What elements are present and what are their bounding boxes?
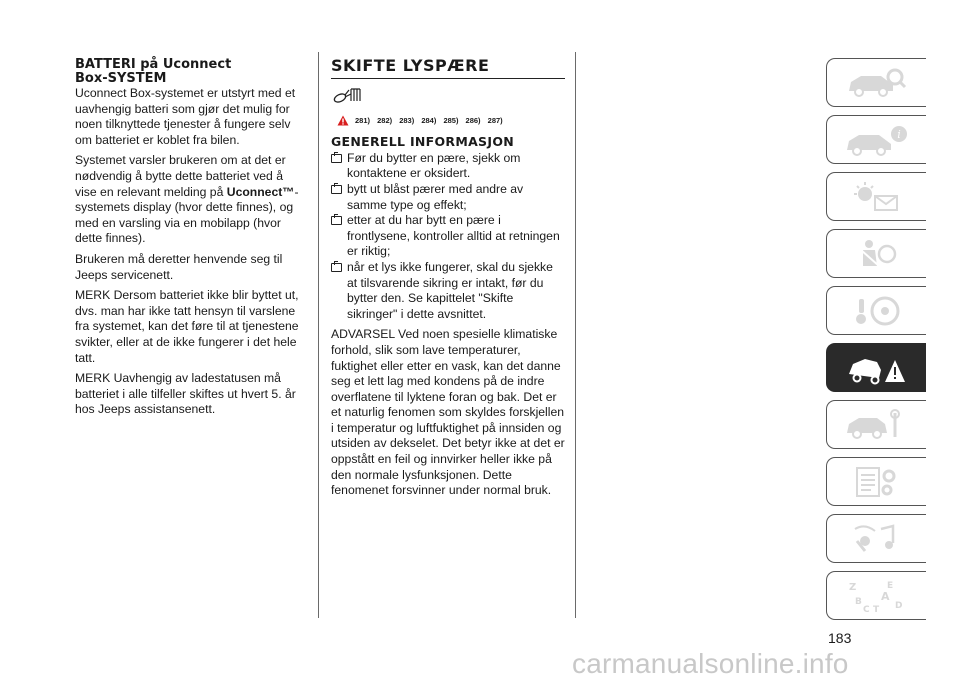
warning-triangle-icon (337, 115, 349, 126)
safety-airbag-icon (841, 236, 913, 272)
battery-paragraph-3: Brukeren må deretter henvende seg til Jeeps servicenett. (75, 251, 283, 282)
tab-starting-driving[interactable] (826, 286, 926, 335)
column-divider-left (318, 52, 319, 618)
svg-text:A: A (880, 589, 890, 603)
svg-text:T: T (872, 604, 879, 614)
tab-vehicle-overview[interactable] (826, 58, 926, 107)
tab-multimedia[interactable] (826, 514, 926, 563)
checkbox-bullet-icon (331, 185, 342, 194)
right-column (331, 58, 565, 504)
car-maintenance-icon (841, 407, 913, 443)
tab-safety[interactable] (826, 229, 926, 278)
battery-note-2: MERK Uavhengig av ladestatusen må batteriet i alle tilfeller skiftes ut hvert 5. år hos Jeeps assistansenett. (75, 371, 296, 417)
battery-p2-text-b: -systemets display (hvor dette finnes), og med en varsling via en mobilapp (hvor dette finnes). (75, 184, 299, 246)
svg-text:B: B (854, 596, 862, 607)
tab-emergency[interactable] (826, 343, 926, 392)
battery-heading-line1: BATTERI på Uconnect (75, 57, 232, 72)
advarsel-paragraph: ADVARSEL Ved noen spesielle klimatiske forhold, slik som lave temperaturer, fuktighet eller etter en vask, kan det danne seg et lett lag med kondens på de indre overflatene til lyktene foran og bak. Det er et naturlig fenomen som skyldes forskjellen i temperatur og luftfuktighet på innsiden og utsiden av dekselet. Det betyr ikke at det er oppstått en feil og innvirker heller ikke på den normale lysfunksjonen. Dette fenomenet forsvinner under normal bruk. (331, 327, 565, 498)
warning-ref: 286) (465, 115, 481, 125)
technical-data-icon (841, 464, 913, 500)
section-title: SKIFTE LYSPÆRE (331, 58, 565, 79)
list-item-text: bytt ut blåst pærer med andre av samme type og effekt; (347, 181, 524, 212)
list-item (331, 151, 565, 182)
list-item (331, 260, 565, 322)
tab-index[interactable] (826, 571, 926, 620)
chapter-tabs (826, 58, 928, 628)
svg-text:E: E (886, 580, 893, 591)
tab-servicing[interactable] (826, 400, 926, 449)
list-item-text: Før du bytter en pære, sjekk om kontaktene er oksidert. (347, 150, 521, 181)
warning-lights-icon (841, 179, 913, 215)
tab-technical-data[interactable] (826, 457, 926, 506)
general-info-heading: GENERELL INFORMASJON (331, 134, 515, 150)
checkbox-bullet-icon (331, 154, 342, 163)
multimedia-icon (841, 521, 913, 557)
battery-note-1: MERK Dersom batteriet ikke blir byttet ut, dvs. man har ikke tatt hensyn til varslene fra systemet, kan det føre til at tjenestene svikter, eller at de ikke fungerer i det hele tatt. (75, 288, 299, 365)
battery-p2-text-a: Systemet varsler brukeren om at det er nødvendig å bytte dette batteriet ved å vise en relevant melding på (75, 153, 286, 199)
warning-ref: 285) (443, 115, 459, 125)
warning-ref: 283) (399, 115, 415, 125)
uconnect-brand: Uconnect™ (226, 184, 295, 199)
svg-text:i: i (896, 127, 901, 141)
left-column (75, 58, 307, 423)
list-item-text: når et lys ikke fungerer, skal du sjekke at tilsvarende sikring er intakt, før du bytter den. Se kapittelet "Skifte sikringer" i dette avsnittet. (347, 259, 553, 321)
steering-wheel-icon (841, 293, 913, 329)
watermark: carmanualsonline.info (572, 648, 849, 679)
car-search-icon (841, 65, 913, 101)
battery-heading-line2: Box-SYSTEM (75, 71, 167, 86)
battery-heading (75, 58, 307, 86)
list-item-text: etter at du har bytt en pære i frontlysene, kontroller alltid at retningen er riktig; (347, 213, 560, 259)
warning-ref: 284) (421, 115, 437, 125)
warning-ref: 281) (355, 115, 371, 125)
checkbox-bullet-icon (331, 216, 342, 225)
warning-ref: 282) (377, 115, 393, 125)
car-info-icon (841, 122, 913, 158)
tab-warning-lights[interactable] (826, 172, 926, 221)
warning-ref: 287) (487, 115, 503, 125)
checkbox-bullet-icon (331, 263, 342, 272)
alphabetical-index-icon (841, 578, 913, 614)
svg-text:D: D (894, 600, 902, 611)
emergency-breakdown-icon (841, 350, 913, 386)
page-number: 183 (828, 630, 852, 646)
warning-references (337, 113, 565, 129)
column-divider-right (575, 52, 576, 618)
list-item (331, 182, 565, 213)
battery-paragraph-2 (75, 153, 307, 247)
bulb-icon (331, 85, 565, 105)
list-item (331, 213, 565, 260)
tab-instrument-info[interactable] (826, 115, 926, 164)
svg-text:Z: Z (848, 581, 856, 593)
svg-text:C: C (862, 604, 870, 614)
battery-paragraph-1: Uconnect Box-systemet er utstyrt med et uavhengig batteri som gjør det mulig for noen tilknyttede tjenester å fungere selv om batteriet er koblet fra bilen. (75, 86, 296, 147)
